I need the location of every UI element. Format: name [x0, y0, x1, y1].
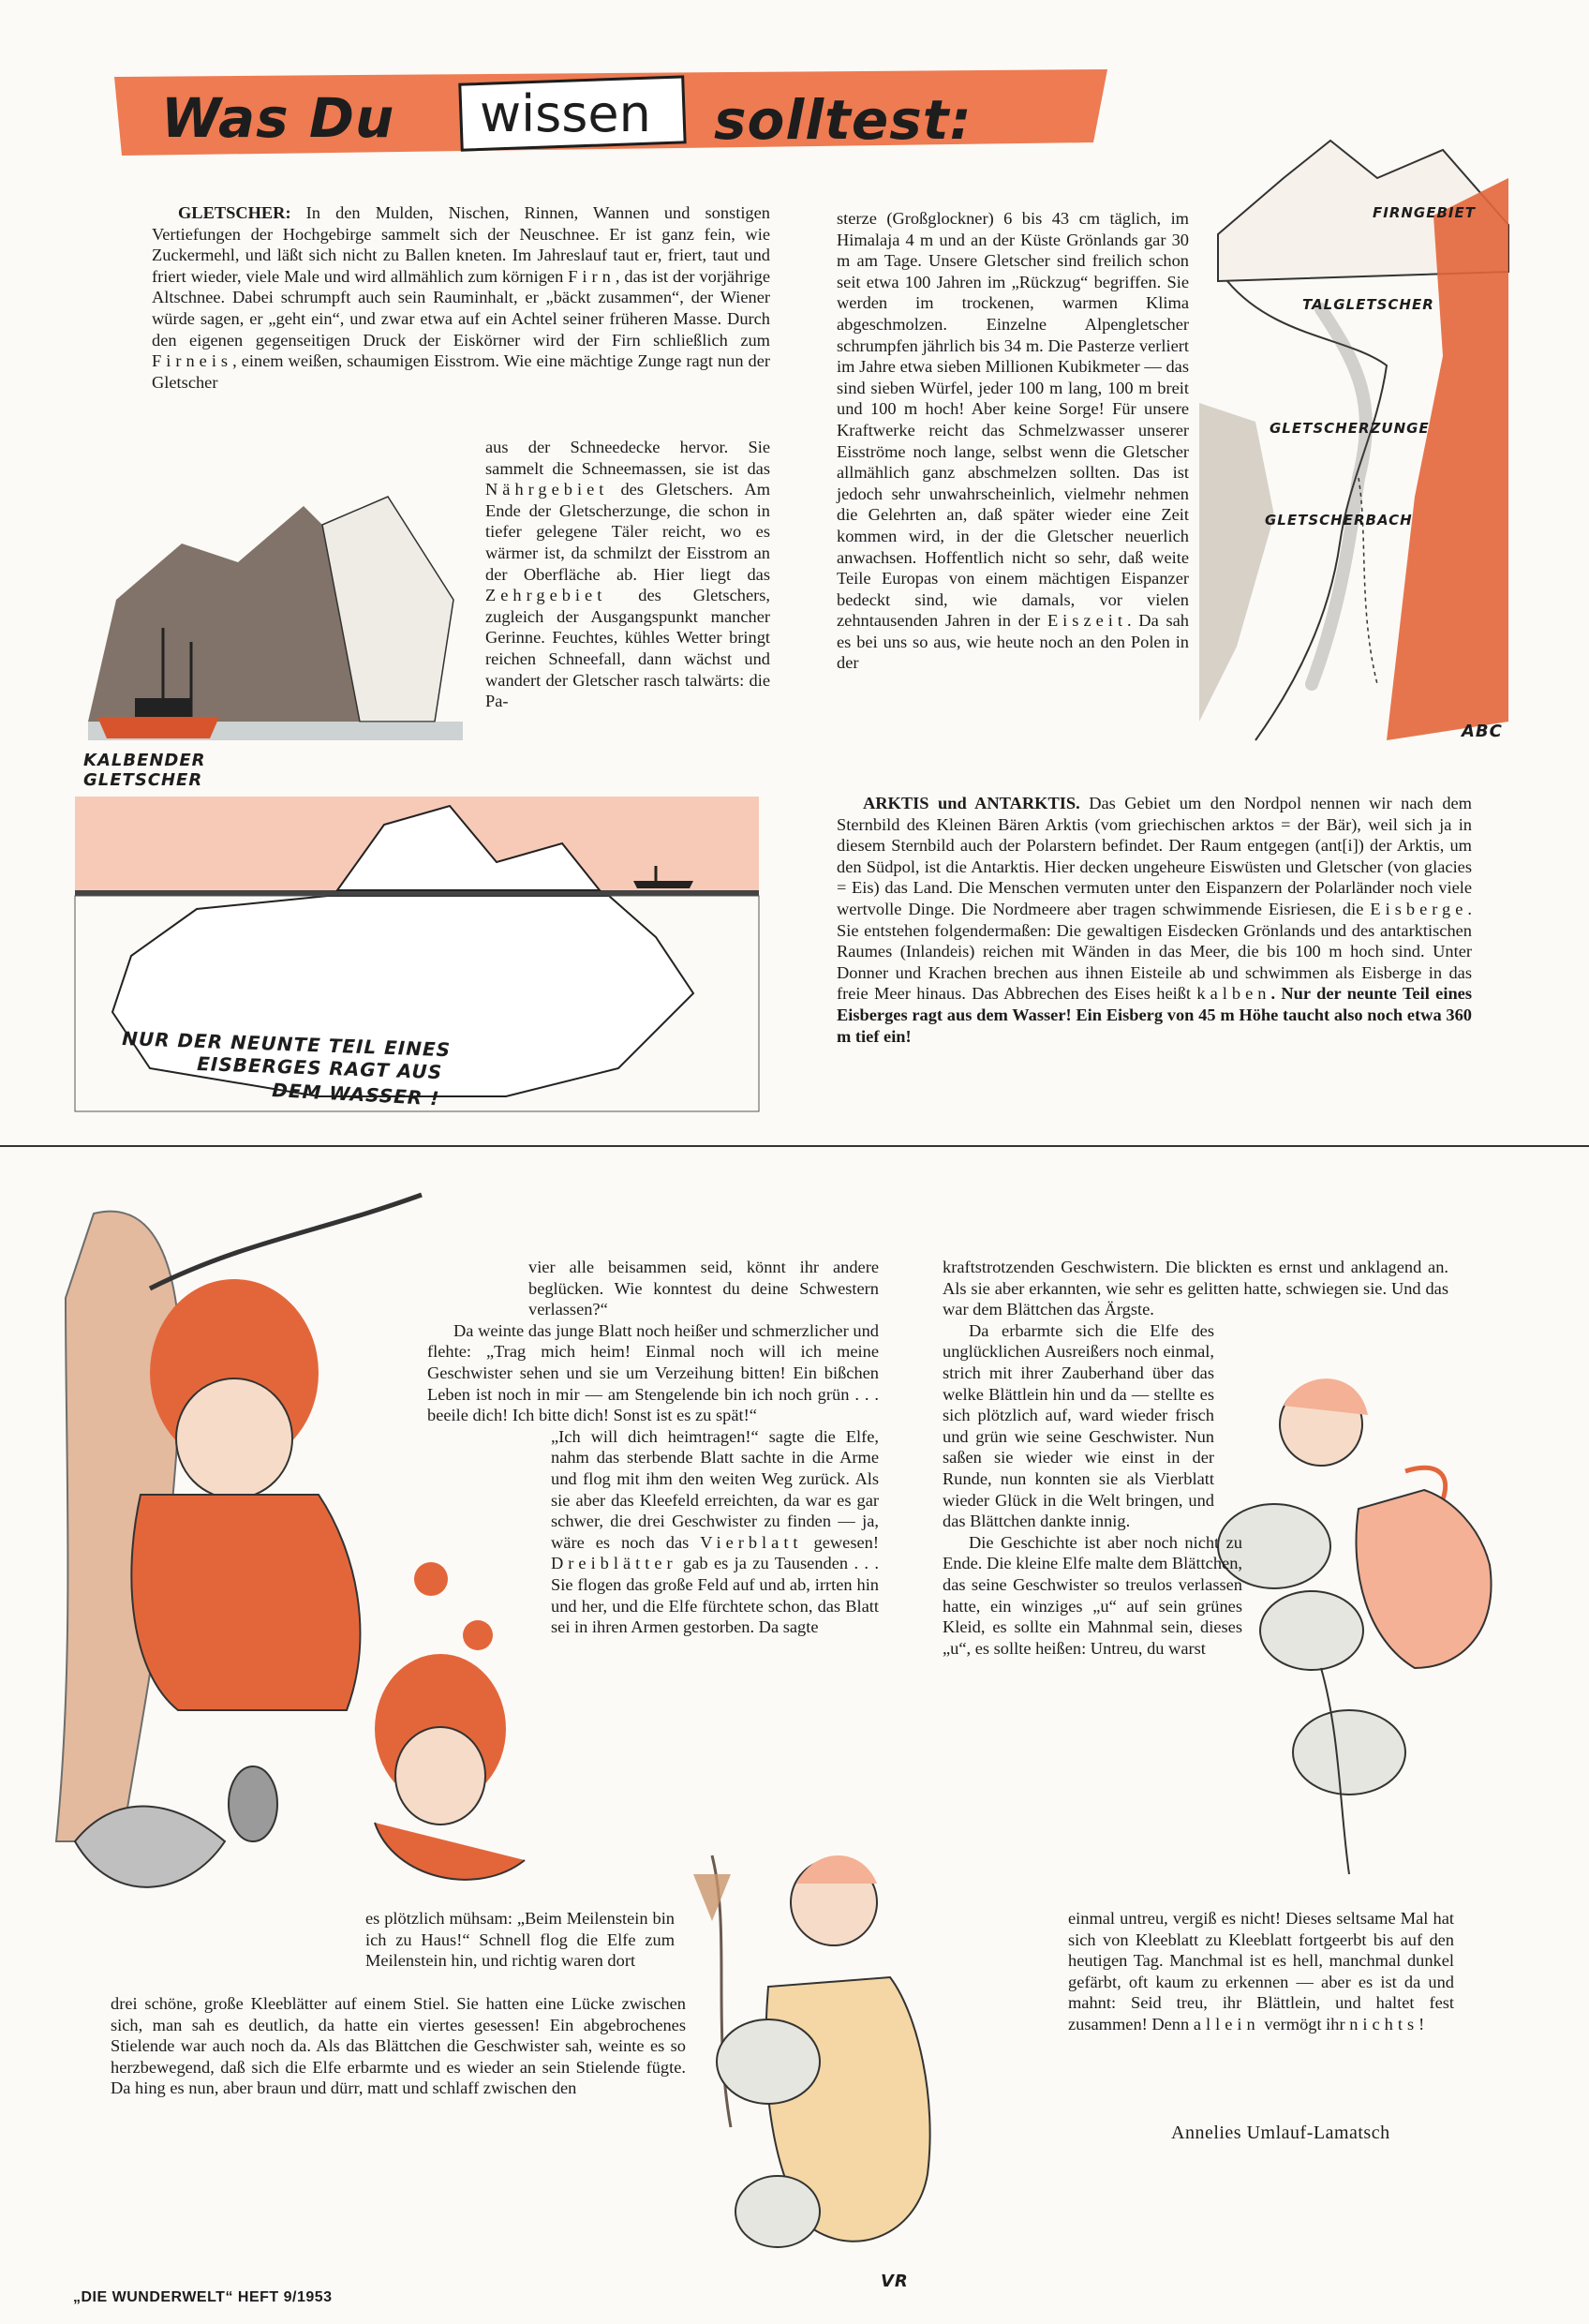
term-eisberge: Eisberge — [1370, 899, 1468, 918]
iceberg-caption-line1: NUR DER NEUNTE TEIL EINES — [121, 1027, 452, 1062]
story-s5: gab es ja zu Tausenden . . . Sie flogen das große Feld auf und ab, irrten hin und her, und die Elfe fürchtete schon, das Blatt sei in ihren Armen gestorben. Da sagte — [551, 1554, 879, 1637]
gletscher-p3: , einem weißen, schaumigen Eisstrom. Wie eine mächtige Zunge ragt nun der Gletscher — [152, 351, 770, 392]
arktis-p2: . Sie entstehen folgendermaßen: Die gewaltigen Eisdecken Grönlands und des antarktischen Raumes (Inlandeis) reichen mit Wänden in das Meer, die bis 100 m hoch sind. Unter Donner und Krachen brechen aus ihnen Eisteile ab und schwimmen als Eisberge in das freie Meer hinaus. Das Abbrechen des Eises heißt — [837, 899, 1472, 1004]
term-vierblatt: Vierblatt — [700, 1532, 803, 1552]
story-r4-block — [1068, 1908, 1454, 2035]
story-r1: kraftstrotzenden Geschwistern. Die blickten es ernst und anklagend an. Als sie aber erkannten, wie sehr es gelitten hatte, schwiegen sie. Und das war dem Blättchen das Ärgste. — [943, 1258, 1448, 1319]
calving-glacier-illustration — [79, 487, 472, 787]
gletscher-p2: , das ist der vorjährige Altschnee. Dabei schrumpft auch sein Rauminhalt, er „bäckt zusammen“, der Wiener würde sagen, er „geht ein“, und zwar etwa auf ein Achtel seiner früheren Masse. Durch den eigenen gegenseitigen Druck der Eiskörner wird der Firn schließlich zum — [152, 266, 770, 350]
story-s3: „Ich will dich heimtragen!“ sagte die Elfe, nahm das sterbende Blatt sachte in die Arme und flog mit ihm den weiten Weg zurück. Als sie aber das Kleefeld erreichten, da war es gar schwer, die drei Geschwister zu finden — ja, wäre es noch das — [551, 1426, 879, 1552]
term-firn: Firn — [568, 266, 616, 286]
arktis-p3: . Nur der neunte Teil eines Eisberges ragt aus dem Wasser! Ein Eisberg von 45 m Höhe taucht also noch etwa 360 m tief ein! — [837, 984, 1472, 1046]
gletscher-heading: GLETSCHER: — [178, 203, 291, 222]
story-r6: ! — [1418, 2014, 1425, 2034]
story-r5: vermögt ihr — [1264, 2014, 1345, 2034]
page-footer: „DIE WUNDERWELT“ HEFT 9/1953 — [73, 2289, 333, 2305]
story-s6-block — [365, 1908, 675, 1972]
story-s1: vier alle beisammen seid, könnt ihr andere beglücken. Wie konntest du deine Schwestern verlassen?“ — [528, 1258, 879, 1319]
gletscher-cont-col — [837, 208, 1189, 674]
glacier-valley-illustration — [1199, 122, 1518, 759]
term-dreiblaetter: Dreiblätter — [551, 1554, 677, 1573]
gletscher-intro — [152, 202, 770, 393]
section-divider — [0, 1145, 1589, 1147]
iceberg-illustration — [56, 768, 768, 1125]
label-gletscherzunge: GLETSCHERZUNGE — [1270, 420, 1430, 437]
title-banner — [114, 69, 1107, 163]
gletscher-c1: aus der Schneedecke hervor. Sie sammelt die Schneemassen, sie ist das — [485, 438, 770, 478]
iceberg-caption-line2: EISBERGES RAGT AUS — [196, 1052, 443, 1084]
gletscher-c2: des Gletschers. Am Ende der Gletscherzunge, die schon in tiefer gelegene Täler reicht, wo es wärmer ist, da schmilzt der Eisstrom an der Oberfläche ab. Hier liegt das — [485, 480, 770, 584]
label-firngebiet: FIRNGEBIET — [1373, 204, 1476, 221]
story-col2 — [943, 1257, 1448, 1659]
term-allein: allein — [1193, 2014, 1260, 2034]
story-s4: gewesen! — [813, 1532, 879, 1552]
story-col1 — [317, 1257, 879, 1638]
story-s3-wrap — [317, 1426, 879, 1638]
term-nichts: nichts — [1349, 2014, 1419, 2034]
title-left: Was Du — [161, 86, 395, 150]
story-r4: einmal untreu, vergiß es nicht! Dieses seltsame Mal hat sich von Kleeblatt zu Kleeblatt fortgeerbt bis auf den heutigen Tag. Manchmal ist es hell, manchmal dunkel gefärbt, oft kaum zu erkennen — aber es ist da und mahnt: Seid treu, ihr Blättlein, und haltet fest zusammen! Denn — [1068, 1909, 1454, 2034]
story-s7-block — [111, 1993, 686, 2099]
story-r3: Die Geschichte ist aber noch nicht zu Ende. Die kleine Elfe malte dem Blättchen, das seine Geschwister so treulos verlassen hatte, ein winziges „u“ auf sein grünes Kleid, es sollte ein Mahnmal sein, dieses „u“, es sollte heißen: Untreu, du warst — [943, 1532, 1242, 1658]
gletscher-cont-tail: . Da sah es bei uns so aus, wie heute noch an den Polen in der — [837, 611, 1189, 673]
term-kalben: kalben — [1196, 984, 1271, 1004]
term-zehrgebiet: Zehrgebiet — [485, 586, 607, 605]
gletscher-c3: des Gletschers, zugleich der Ausgangspunkt mancher Gerinne. Feuchtes, kühles Wetter bringt reichen Schneefall, dann wächst und wandert der Gletscher rasch talwärts: die Pa- — [485, 586, 770, 711]
artist-signature: VR — [881, 2272, 909, 2291]
story-s7: drei schöne, große Kleeblätter auf einem Stiel. Sie hatten eine Lücke zwischen sich, man sah es deutlich, da hatte ein viertes gesessen! Ein abgebrochenes Stielende war auch noch da. Als das Blättchen die Geschwister sah, weinte es so herzbewegend, daß sich die Elfe erbarmte und es wieder an sein Stielende fügte. Da hing es nun, aber braun und dürr, matt und schlaff zwischen den — [111, 1994, 686, 2098]
title-box-word: wissen — [480, 84, 651, 143]
ship-caption-line2: GLETSCHER — [83, 770, 203, 787]
title-right: sollt​est: — [714, 88, 973, 152]
story-s6: es plötzlich mühsam: „Beim Meilenstein bin ich zu Haus!“ Schnell flog die Elfe zum Meilenstein hin, und richtig waren dort — [365, 1909, 675, 1971]
label-talgletscher: TALGLETSCHER — [1302, 296, 1434, 313]
story-r2: Da erbarmte sich die Elfe des unglücklichen Ausreißers noch einmal, strich mit ihrer Zauberhand über das welke Blättlein hin und da — stellte es sich plötzlich auf, ward wieder frisch und grün wie seine Geschwister. Nun saßen sie wieder wie einst in der Runde, nun konnten sie als Vierblatt wieder Glück in die Welt bringen, und das Blättchen dankte innig. — [943, 1320, 1214, 1531]
gletscher-narrow-col — [485, 437, 770, 712]
iceberg-caption-line3: DEM WASSER ! — [271, 1079, 440, 1110]
story-author: Annelies Umlauf-Lamatsch — [1171, 2123, 1390, 2143]
arktis-heading: ARKTIS und ANTARKTIS. — [863, 794, 1080, 812]
arktis-col — [837, 793, 1472, 1047]
term-naehrgebiet: Nährgebiet — [485, 480, 609, 499]
story-s2: Da weinte das junge Blatt noch heißer und schmerzlicher und flehte: „Trag mich heim! Einmal noch will ich meine Geschwister sehen und sie um Verzeihung bitten! Ein bißchen Leben ist noch in mir — am Stengelende bin ich noch grün . . . beeile dich! Ich bitte dich! Sonst ist es zu spät!“ — [427, 1320, 879, 1425]
gletscher-cont-text: sterze (Großglockner) 6 bis 43 cm täglich, im Himalaja 4 m und an der Küste Grönlands gar 30 m am Tage. Unsere Gletscher sind freilich schon seit etwa 100 Jahren im „Rückzug“ begriffen. Sie werden im trockenen, warmen Klima abgeschmolzen. Einzelne Alpengletscher schrumpfen jährlich bis 34 m. Die Pasterze verliert im Jahre etwa sieben Millionen Kubikmeter — das sind sieben Würfel, jeder 100 m lang, 100 m breit und 100 m hoch! Aber keine Sorge! Für unsere Kraftwerke reicht das Schmelzwasser unserer Eisströme noch lange, selbst wenn die Gletscher allmählich ganz abschmelzen sollten. Das ist jedoch sehr unwahrscheinlich, vielmehr nehmen die Gelehrten an, daß später wieder eine Zeit kommen wird, in der die Gletscher neuerlich anwachsen. Hoffentlich nicht so sehr, daß weite Teile Europas von einem mächtigen Eispanzer bedeckt sind, wie damals, vor vielen zehntausenden Jahren in der — [837, 209, 1189, 631]
label-gletscherbach: GLETSCHERBACH — [1265, 512, 1413, 529]
gletscher-p1: In den Mulden, Nischen, Rinnen, Wannen und sonstigen Vertiefungen der Hochgebirge sammelt sich der Neuschnee. Er ist ganz fein, wie Zuckermehl, und läßt sich nicht zu Ballen kneten. Im Jahreslauf taut er, friert, taut und friert wieder, viele Male und wird allmählich zum körnigen — [152, 203, 770, 286]
term-firneis: Firneis — [152, 351, 233, 371]
fairy-with-leaf-illustration — [656, 1818, 956, 2305]
illustration-signature: ABC — [1462, 722, 1503, 741]
ship-caption-line1: KALBENDER — [83, 751, 206, 770]
term-eiszeit: Eiszeit — [1047, 611, 1127, 631]
arktis-p1: Das Gebiet um den Nordpol nennen wir nach dem Sternbild des Kleinen Bären Arktis (vom griechischen arktos = der Bär), weil sich ja in diesem Sternbild auch der Polarstern befindet. Der Raum entgegen (ant[i]) der Arktis, um den Südpol, ist die Antarktis. Hier decken ungeheure Eiswüsten und Gletscher (von glacies = Eis) das Land. Die Menschen vermuten unter den Eispanzern der Polarländer noch viele wertvolle Dinge. Die Nordmeere aber tragen schwimmende Eisriesen, die — [837, 794, 1472, 918]
